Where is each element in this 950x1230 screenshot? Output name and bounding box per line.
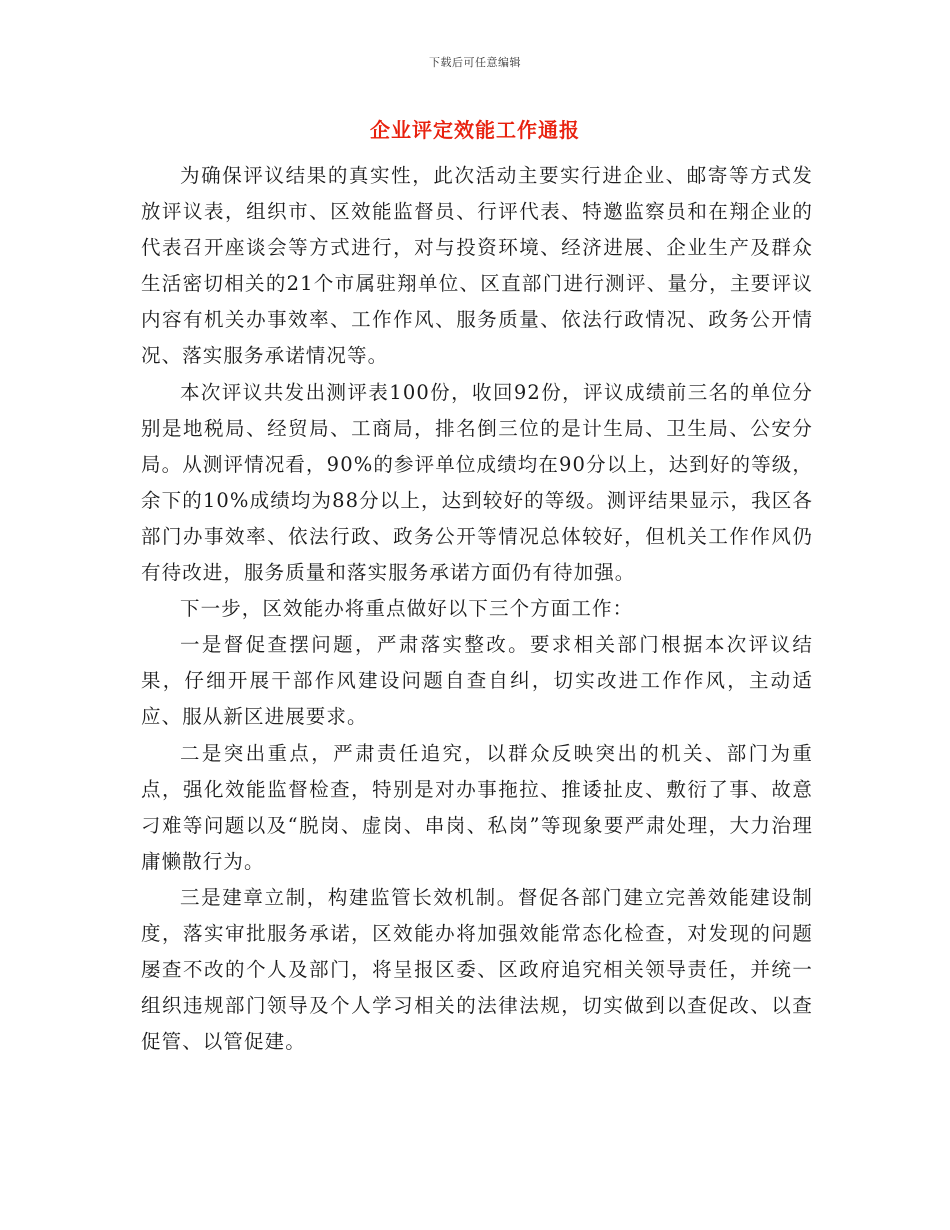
paragraph-evaluation-results: 本次评议共发出测评表100份，收回92份，评议成绩前三名的单位分别是地税局、经贸局、工商局，排名倒三位的是计生局、卫生局、公安分局。从测评情况看，90%的参评单位成绩均在90分以上，达到好的等级，余下的10%成绩均为88分以上，达到较好的等级。测评结果显示，我区各部门办事效率、依法行政、政务公开等情况总体较好，但机关工作作风仍有待改进，服务质量和落实服务承诺方面仍有待加强。 xyxy=(141,380,813,585)
document-title: 企业评定效能工作通报 xyxy=(370,118,580,142)
page-header: 下载后可任意编辑 xyxy=(429,56,521,69)
paragraph-step-one: 一是督促查摆问题，严肃落实整改。要求相关部门根据本次评议结果，仔细开展干部作风建设问题自查自纠，切实改进工作作风，主动适应、服从新区进展要求。 xyxy=(141,633,813,729)
document-body xyxy=(141,158,813,1060)
paragraph-evaluation-method: 为确保评议结果的真实性，此次活动主要实行进企业、邮寄等方式发放评议表，组织市、区效能监督员、行评代表、特邀监察员和在翔企业的代表召开座谈会等方式进行，对与投资环境、经济进展、企业生产及群众生活密切相关的21个市属驻翔单位、区直部门进行测评、量分，主要评议内容有机关办事效率、工作作风、服务质量、依法行政情况、政务公开情况、落实服务承诺情况等。 xyxy=(141,164,813,368)
paragraph-step-three: 三是建章立制，构建监管长效机制。督促各部门建立完善效能建设制度，落实审批服务承诺，区效能办将加强效能常态化检查，对发现的问题屡查不改的个人及部门，将呈报区委、区政府追究相关领导责任，并统一组织违规部门领导及个人学习相关的法律法规，切实做到以查促改、以查促管、以管促建。 xyxy=(141,885,813,1054)
paragraph-next-steps-intro: 下一步，区效能办将重点做好以下三个方面工作： xyxy=(180,597,634,621)
paragraph-step-two: 二是突出重点，严肃责任追究，以群众反映突出的机关、部门为重点，强化效能监督检查，特别是对办事拖拉、推诿扯皮、敷衍了事、故意刁难等问题以及“脱岗、虚岗、串岗、私岗”等现象要严肃处理，大力治理庸懒散行为。 xyxy=(141,741,813,873)
